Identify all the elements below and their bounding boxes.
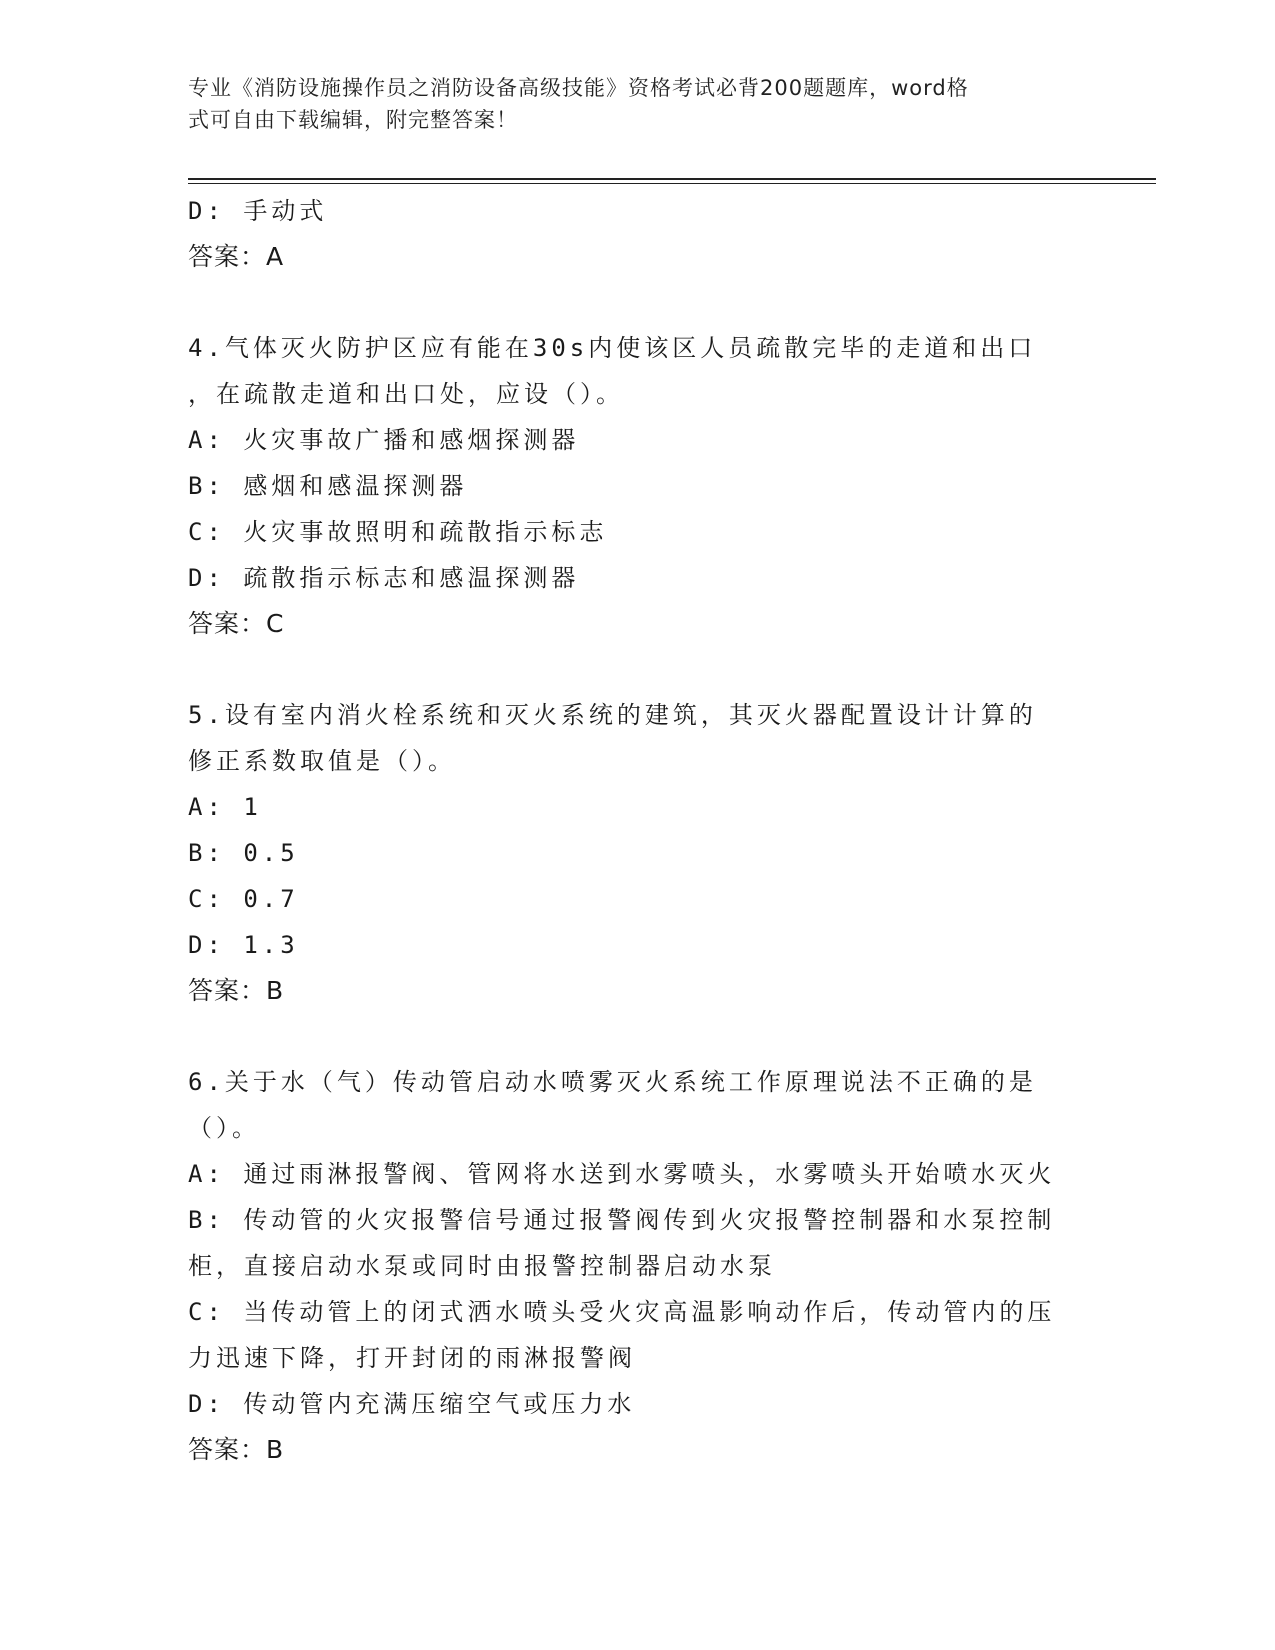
question-4 xyxy=(188,325,1088,647)
option-b-line-2: 柜，直接启动水泵或同时由报警控制器启动水泵 xyxy=(188,1252,776,1280)
option-d: D: 疏散指示标志和感温探测器 xyxy=(188,564,580,592)
option-c-line-2: 力迅速下降，打开封闭的雨淋报警阀 xyxy=(188,1344,636,1372)
option-c: C: 0.7 xyxy=(188,885,299,913)
answer-line: 答案：B xyxy=(188,976,285,1005)
partial-question-3 xyxy=(188,188,1088,280)
question-stem-line-2: 修正系数取值是（）。 xyxy=(188,747,456,775)
option-c-line-1: C: 当传动管上的闭式洒水喷头受火灾高温影响动作后，传动管内的压 xyxy=(188,1298,1056,1326)
question-6 xyxy=(188,1059,1088,1473)
answer-line: 答案：A xyxy=(188,242,285,271)
option-a: A: 1 xyxy=(188,793,262,821)
question-5 xyxy=(188,692,1088,1014)
answer-line: 答案：C xyxy=(188,609,285,638)
option-b: B: 0.5 xyxy=(188,839,299,867)
header-title-line-1: 专业《消防设施操作员之消防设备高级技能》资格考试必背200题题库，word格 xyxy=(188,76,969,100)
option-a: A: 火灾事故广播和感烟探测器 xyxy=(188,426,580,454)
question-stem-line-1: 6.关于水（气）传动管启动水喷雾灭火系统工作原理说法不正确的是 xyxy=(188,1068,1037,1096)
option-c: C: 火灾事故照明和疏散指示标志 xyxy=(188,518,608,546)
question-stem-line-1: 5.设有室内消火栓系统和灭火系统的建筑，其灭火器配置设计计算的 xyxy=(188,701,1037,729)
question-stem-line-2: ，在疏散走道和出口处，应设（）。 xyxy=(188,380,624,408)
spacer xyxy=(188,647,1088,692)
option-d: D: 传动管内充满压缩空气或压力水 xyxy=(188,1390,636,1418)
question-stem-line-2: （）。 xyxy=(188,1114,260,1142)
spacer xyxy=(188,280,1088,325)
document-header xyxy=(188,72,1068,136)
option-b: B: 感烟和感温探测器 xyxy=(188,472,468,500)
answer-line: 答案：B xyxy=(188,1435,285,1464)
question-stem-line-1: 4.气体灭火防护区应有能在30s内使该区人员疏散完毕的走道和出口 xyxy=(188,334,1037,362)
spacer xyxy=(188,1014,1088,1059)
header-divider-thick xyxy=(188,178,1156,180)
header-divider-thin xyxy=(188,183,1156,184)
option-a: A: 通过雨淋报警阀、管网将水送到水雾喷头，水雾喷头开始喷水灭火 xyxy=(188,1160,1056,1188)
question-content xyxy=(188,188,1088,1473)
header-title-line-2: 式可自由下载编辑，附完整答案！ xyxy=(188,108,518,132)
option-d: D: 手动式 xyxy=(188,197,328,225)
option-d: D: 1.3 xyxy=(188,931,299,959)
option-b-line-1: B: 传动管的火灾报警信号通过报警阀传到火灾报警控制器和水泵控制 xyxy=(188,1206,1056,1234)
